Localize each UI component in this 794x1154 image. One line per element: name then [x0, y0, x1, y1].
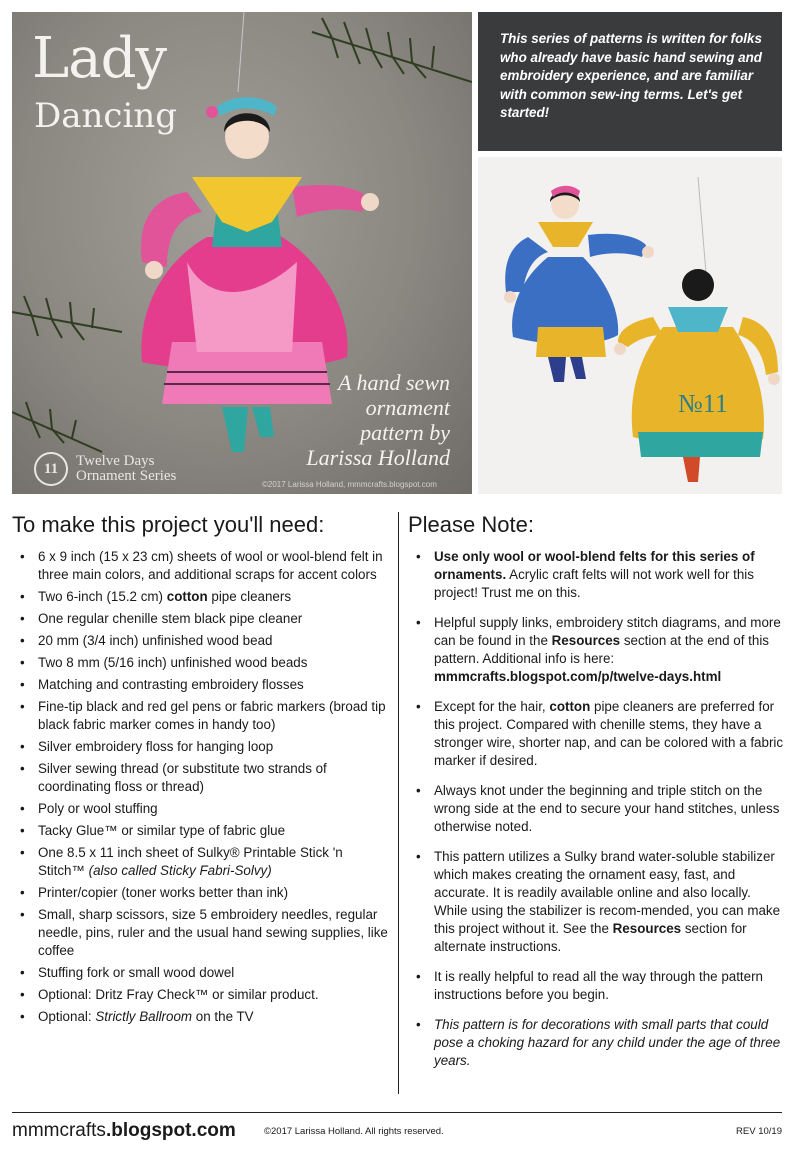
series-number-badge: 11	[34, 452, 68, 486]
supplies-list	[12, 548, 392, 1026]
intro-lead: Let's get started!	[500, 86, 743, 120]
note-item: • Except for the hair, cotton pipe cleaners are preferred for this project. Compared with chenille stems, they have a stronger wire, shorter nap, and can be colored with a fabric marker if desired.	[408, 698, 784, 770]
note-item: • Helpful supply links, embroidery stitch diagrams, and more can be found in the Resources section at the end of this pattern. Additional info is here: mmmcrafts.blogspot.com/p/twelve-days.html	[408, 614, 784, 686]
hero-photo	[12, 12, 472, 494]
pattern-subtitle: Dancing	[34, 96, 178, 136]
ornament-photo	[478, 157, 782, 494]
supply-item: • Stuffing fork or small wood dowel	[12, 964, 392, 982]
supply-item: • Optional: Dritz Fray Check™ or similar product.	[12, 986, 392, 1004]
ornament-pair-illustration	[478, 157, 782, 494]
supply-item: • 6 x 9 inch (15 x 23 cm) sheets of wool or wool-blend felt in three main colors, and additional scraps for accent colors	[12, 548, 392, 584]
supply-item: • One 8.5 x 11 inch sheet of Sulky® Printable Stick 'n Stitch™ (also called Sticky Fabri-Solvy)	[12, 844, 392, 880]
note-item: • This pattern utilizes a Sulky brand water-soluble stabilizer which makes creating the ornament easy, fast, and accurate. It is readily available online and also locally. While using the stabilizer is recom-mended, you can make this project without it. See the Resources section for alternate instructions.	[408, 848, 784, 956]
note-item: • It is really helpful to read all the way through the pattern instructions before you begin.	[408, 968, 784, 1004]
supply-item: • Matching and contrasting embroidery flosses	[12, 676, 392, 694]
photo-copyright: ©2017 Larissa Holland, mmmcrafts.blogspot.com	[262, 480, 437, 489]
intro-text: This series of patterns is written for folks who already have basic hand sewing and embroidery experience, and are familiar with common sew-ing terms.	[500, 31, 762, 102]
supply-item: • Optional: Strictly Ballroom on the TV	[12, 1008, 392, 1026]
supply-item: • Two 6-inch (15.2 cm) cotton pipe cleaners	[12, 588, 392, 606]
supply-item: • Tacky Glue™ or similar type of fabric glue	[12, 822, 392, 840]
number-badge-label: №11	[678, 389, 728, 418]
note-item: • This pattern is for decorations with small parts that could pose a choking hazard for any child under the age of three years.	[408, 1016, 784, 1070]
revision-label: REV 10/19	[736, 1126, 782, 1137]
pattern-title: Lady	[32, 26, 167, 91]
notes-section	[408, 512, 784, 1082]
supply-item: • Small, sharp scissors, size 5 embroidery needles, regular needle, pins, ruler and the usual hand sewing supplies, like coffee	[12, 906, 392, 960]
footer-copyright: ©2017 Larissa Holland. All rights reserved.	[264, 1126, 444, 1137]
supply-item: • Printer/copier (toner works better than ink)	[12, 884, 392, 902]
supply-item: • 20 mm (3/4 inch) unfinished wood bead	[12, 632, 392, 650]
supply-item: • Two 8 mm (5/16 inch) unfinished wood beads	[12, 654, 392, 672]
notes-list	[408, 548, 784, 1070]
author-credit: A hand sewn ornament pattern by Larissa Holland	[306, 370, 450, 470]
supply-item: • Silver sewing thread (or substitute two strands of coordinating floss or thread)	[12, 760, 392, 796]
footer-rule	[12, 1112, 782, 1113]
notes-heading: Please Note:	[408, 512, 534, 537]
supplies-heading: To make this project you'll need:	[12, 512, 325, 537]
series-line-2: Ornament Series	[76, 468, 177, 484]
series-line-1: Twelve Days	[76, 453, 155, 469]
intro-box	[478, 12, 782, 151]
supply-item: • Fine-tip black and red gel pens or fabric markers (broad tip black fabric marker comes in handy too)	[12, 698, 392, 734]
site-link[interactable]: mmmcrafts.blogspot.com	[12, 1120, 236, 1141]
supply-item: • One regular chenille stem black pipe cleaner	[12, 610, 392, 628]
note-item: • Always knot under the beginning and triple stitch on the wrong side at the end to secure your hand stitches, unless otherwise noted.	[408, 782, 784, 836]
column-divider	[398, 512, 399, 1094]
twelve-days-link[interactable]: mmmcrafts.blogspot.com/p/twelve-days.html	[434, 669, 722, 684]
note-item: • Use only wool or wool-blend felts for this series of ornaments. Acrylic craft felts will not work well for this project! Trust me on this.	[408, 548, 784, 602]
footer	[12, 1120, 782, 1144]
supply-item: • Poly or wool stuffing	[12, 800, 392, 818]
supply-item: • Silver embroidery floss for hanging loop	[12, 738, 392, 756]
series-logo	[34, 452, 176, 486]
supplies-section	[12, 512, 392, 1030]
